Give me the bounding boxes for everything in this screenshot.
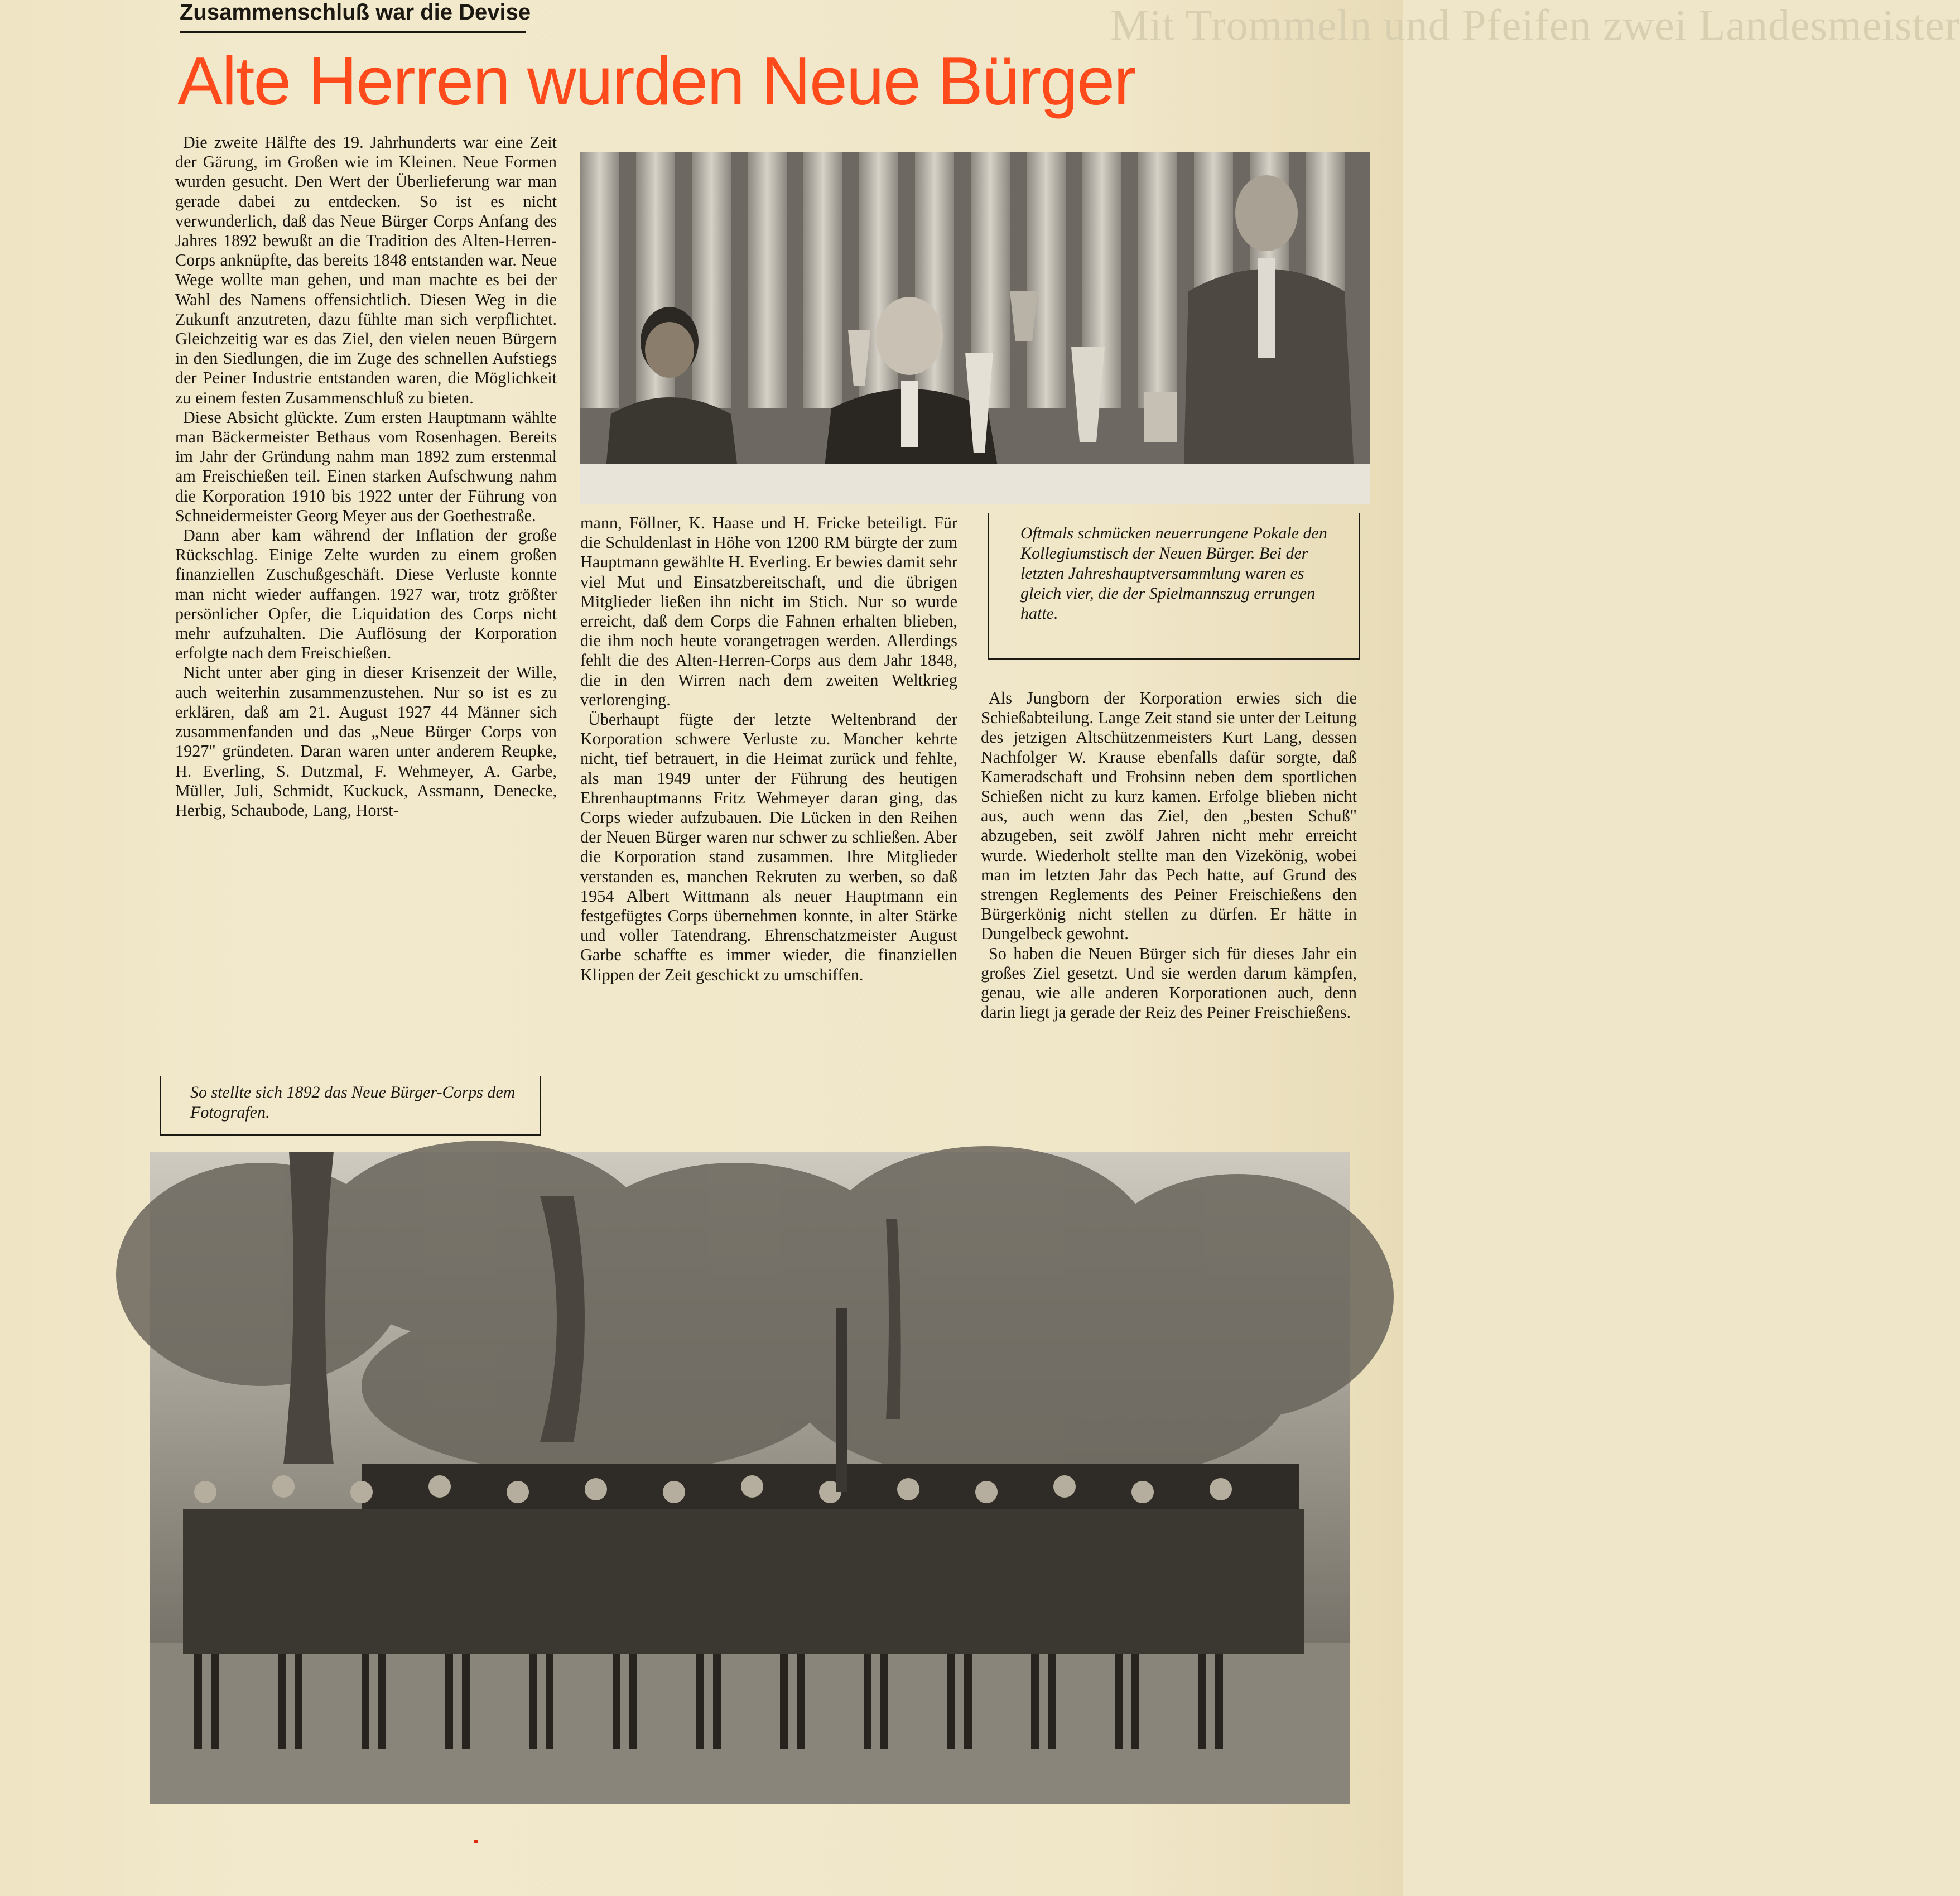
caption-bottom-photo [160, 1076, 541, 1136]
paragraph: So haben die Neuen Bürger sich für dieses Jahr ein großes Ziel gesetzt. Und sie werden darum kämpfen, genau, wie alle anderen Korporationen auch, denn darin liegt ja gerade der Reiz des Peiner Freischießens. [981, 944, 1357, 1022]
paragraph: Überhaupt fügte der letzte Weltenbrand der Korporation schwere Verluste zu. Mancher kehrte nicht, tief betrauert, in die Heimat zurück und fehlte, als man 1949 unter der Führung des heutigen Ehrenhauptmanns Fritz Wehmeyer daran ging, das Corps wieder aufzubauen. Die Lücken in den Reihen der Neuen Bürger waren nur schwer zu schließen. Aber die Korporation stand zusammen. Ihre Mitglieder verstanden es, manchen Rekruten zu werben, so daß 1954 Albert Wittmann als neuer Hauptmann ein festgefügtes Corps übernehmen konnte, in alter Stärke und voller Tatendrang. Ehrenschatzmeister August Garbe schaffte es immer wieder, die finanziellen Klippen der Zeit geschickt zu umschiffen. [580, 710, 957, 984]
paragraph: Nicht unter aber ging in dieser Krisenzeit der Wille, auch weiterhin zusammenzustehen. Nur so ist es zu erklären, daß am 21. August 1927 44 Männer sich zusammenfanden und das „Neue Bürger Corps von 1927" gründeten. Daran waren unter anderem Reupke, H. Everling, S. Dutzmal, F. Wehmeyer, A. Garbe, Müller, Juli, Schmidt, Kuckuck, Assmann, Denecke, Herbig, Schaubode, Lang, Horst- [175, 663, 557, 820]
photo-1892-corps-group [150, 1152, 1350, 1804]
meeting-photo-illustration [580, 152, 1370, 504]
flag-pole [836, 1308, 847, 1492]
article-column-3 [981, 689, 1357, 1124]
paragraph: Als Jungborn der Korporation erwies sich die Schießabteilung. Lange Zeit stand sie unter der Leitung des jetzigen Altschützenmeisters Kurt Lang, dessen Nachfolger W. Krause ebenfalls dafür sorgte, daß Kameradschaft und Frohsinn neben dem sportlichen Schießen nicht zu kurz kamen. Erfolge blieben nicht aus, auch wenn das Ziel, den „besten Schuß" abzugeben, seit zwölf Jahren nicht mehr erreicht wurde. Wiederholt stellte man den Vizekönig, wobei man im letzten Jahr das Pech hatte, auf Grund des strengen Reglements des Peiner Freischießens den Bürgerkönig nicht stellen zu dürfen. Er hätte in Dungelbeck gewohnt. [981, 689, 1357, 944]
paragraph: mann, Föllner, K. Haase und H. Fricke beteiligt. Für die Schuldenlast in Höhe von 1200 RM bürgte der zum Hauptmann gewählte H. Everling. Er bewies damit sehr viel Mut und Einsatzbereitschaft, und die übrigen Mitglieder ließen ihn nicht im Stich. Nur so wurde erreicht, daß dem Corps die Fahnen erhalten blieben, die ihm noch heute vorangetragen werden. Allerdings fehlt die des Alten-Herren-Corps aus dem Jahr 1848, die in den Wirren nach dem zweiten Weltkrieg verlorenging. [580, 513, 957, 709]
page-headline: Alte Herren wurden Neue Bürger [177, 43, 1135, 119]
article-column-2 [580, 513, 957, 1127]
paragraph: Die zweite Hälfte des 19. Jahrhunderts war eine Zeit der Gärung, im Großen wie im Kleinen. Neue Formen wurden gesucht. Den Wert der Überlieferung war man gerade dabei zu entdecken. So ist es nicht verwunderlich, daß das Neue Bürger Corps Anfang des Jahres 1892 bewußt an die Tradition des Alten-Herren-Corps anknüpfte, das bereits 1848 entstanden war. Neue Wege wollte man gehen, und man machte es bei der Wahl des Namens offensichtlich. Diesen Weg in die Zukunft anzutreten, dazu fühlte man sich verpflichtet. Gleichzeitig war es das Ziel, den vielen neuen Bürgern in den Siedlungen, die im Zuge des schnellen Aufstiegs der Peiner Industrie entstanden waren, die Möglichkeit zu einem festen Zusammenschluß zu bieten. [175, 133, 557, 407]
article-column-1 [175, 133, 557, 1065]
caption-top-photo [988, 513, 1360, 660]
caption-text: So stellte sich 1892 das Neue Bürger-Corps dem Fotografen. [190, 1083, 516, 1122]
group-photo-illustration [150, 1152, 1350, 1804]
print-registration-mark [474, 1840, 478, 1843]
ground [150, 1643, 1350, 1804]
paragraph: Dann aber kam während der Inflation der große Rückschlag. Einige Zelte wurden zu einem großen finanziellen Zuschußgeschäft. Diese Verluste konnte man nicht wieder auffangen. 1927 war, trotz größter persönlicher Opfer, die Liquidation des Corps nicht mehr aufzuhalten. Die Auflösung der Korporation erfolgte nach dem Freischießen. [175, 526, 557, 663]
photo-meeting-table-with-trophies [580, 152, 1370, 504]
caption-text: Oftmals schmücken neuerrungene Pokale den Kollegiumstisch der Neuen Bürger. Bei der letzten Jahreshauptversammlung waren es gleich vier, die der Spielmannszug errungen hatte. [1020, 524, 1327, 623]
paragraph: Diese Absicht glückte. Zum ersten Hauptmann wählte man Bäckermeister Bethaus vom Rosenhagen. Bereits im Jahr der Gründung nahm man 1892 zum erstenmal am Freischießen teil. Einen starken Aufschwung nahm die Korporation 1910 bis 1922 unter der Führung von Schneidermeister Georg Meyer aus der Goethestraße. [175, 407, 557, 525]
adjacent-page-bleed-text: Mit Trommeln und Pfeifen zwei Landesmeister [1110, 1, 1960, 49]
white-tablecloth [580, 464, 1370, 504]
section-kicker: Zusammenschluß war die Devise [180, 0, 526, 33]
